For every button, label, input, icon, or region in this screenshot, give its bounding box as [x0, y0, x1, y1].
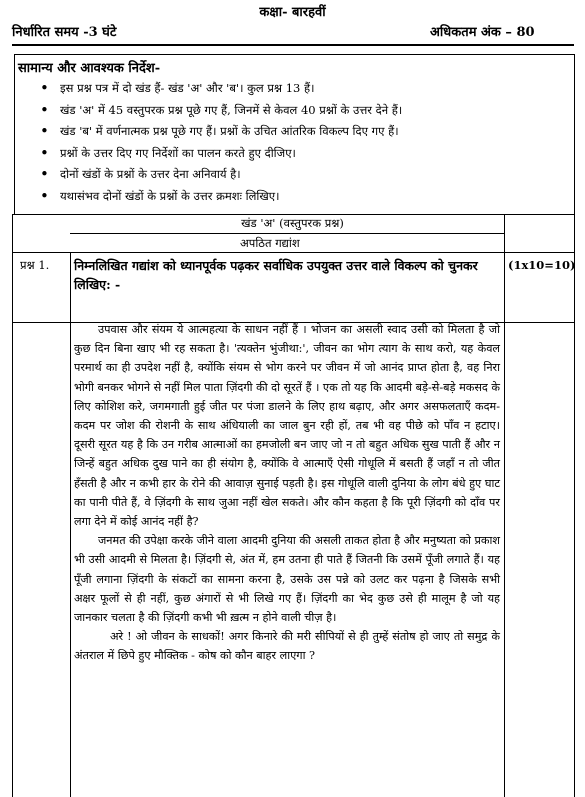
instruction-item: • यथासंभव दोनों खंडों के प्रश्नों के उत्तर क्रमशः लिखिए।	[40, 186, 402, 208]
instructions-heading: सामान्य और आवश्यक निर्देश-	[18, 61, 161, 76]
section-row-rule	[70, 233, 504, 234]
instructions-box-right	[574, 54, 575, 214]
passage-paragraph: अरे ! ओ जीवन के साधकों! अगर किनारे की मरी सीपियों से ही तुम्हें संतोष हो जाए तो समुद्र के अंतराल में छिपे हुए मौक्तिक - कोष को कौन बाहर लाएगा ?	[74, 630, 500, 663]
passage	[74, 320, 500, 666]
instructions-box-left	[14, 54, 15, 214]
instruction-item: • प्रश्नों के उत्तर दिए गए निर्देशों का पालन करते हुए दीजिए।	[40, 143, 402, 165]
passage-paragraph: जनमत की उपेक्षा करके जीने वाला आदमी दुनिया की असली ताकत होता है और मनुष्यता को प्रकाश भी उसी आदमी से मिलता है। ज़िंदगी से, अंत में, हम उतना ही पाते हैं जितनी कि उसमें पूँजी लगाते हैं। यह पूँजी लगाना ज़िंदगी के संकटों का सामना करना है, उसके उस पन्ने को उलट कर पढ़ना है जिसके सभी अक्षर फूलों से ही नहीं, कुछ अंगारों से भी लिखे गए हैं। ज़िंदगी का भेद कुछ उसे ही मालूम है जो यह जानकार चलता है की ज़िंदगी कभी भी ख़त्म न होने वाली चीज़ है।	[74, 534, 500, 625]
instruction-item: • खंड 'ब' में वर्णनात्मक प्रश्न पूछे गए हैं। प्रश्नों के उचित आंतरिक विकल्प दिए गए हैं।	[40, 121, 402, 143]
number-column-divider	[70, 252, 71, 797]
question-number: प्रश्न 1.	[20, 258, 50, 272]
instruction-item: • दोनों खंडों के प्रश्नों के उत्तर देना अनिवार्य है।	[40, 164, 402, 186]
instruction-item: • इस प्रश्न पत्र में दो खंड हैं- खंड 'अ' और 'ब'। कुल प्रश्न 13 हैं।	[40, 78, 402, 100]
max-marks-label: अधिकतम अंक – 80	[430, 25, 535, 40]
table-right-border	[574, 214, 575, 797]
marks-column-divider	[504, 214, 505, 797]
instruction-item: • खंड 'अ' में 45 वस्तुपरक प्रश्न पूछे गए हैं, जिनमें से केवल 40 प्रश्नों के उत्तर देने हैं।	[40, 100, 402, 122]
instructions-list	[40, 78, 402, 207]
question-marks: (1x10=10)	[508, 258, 576, 272]
time-allowed-label: निर्धारित समय -3 घंटे	[12, 25, 117, 40]
question-text: निम्नलिखित गद्यांश को ध्यानपूर्वक पढ़कर सर्वाधिक उपयुक्त उत्तर वाले विकल्प को चुनकर लिखिए: -	[74, 258, 478, 292]
subtitle-row-rule	[12, 252, 575, 253]
table-left-border	[12, 214, 13, 797]
header-rule	[12, 44, 574, 46]
section-a-title: खंड 'अ' (वस्तुपरक प्रश्न)	[241, 216, 344, 230]
instructions-box-top	[14, 54, 574, 55]
passage-paragraph: उपवास और संयम ये आत्महत्या के साधन नहीं हैं । भोजन का असली स्वाद उसी को मिलता है जो कुछ दिन बिना खाए भी रह सकता है। 'त्यक्तेन भुंजीथा:', जीवन का भोग त्याग के साथ करो, यह केवल परमार्थ का ही उपदेश नहीं है, क्योंकि संयम से भोग करने पर जीवन में जो आनंद प्राप्त होता है, वह निरा भोगी बनकर भोगने से नहीं मिल पाता ज़िंदगी की दो सूरतें हैं । एक तो यह कि आदमी बड़े-से-बड़े मकसद के लिए कोशिश करे, जगमगाती हुई जीत पर पंजा डालने के लिए हाथ बढ़ाए, और अगर असफलताएँ कदम-कदम पर जोश की रोशनी के साथ अंधियाली का जाल बुन रही हों, तब भी वह पीछे को पाँव न हटाए। दूसरी सूरत यह है कि उन गरीब आत्माओं का हमजोली बन जाए जो न तो बहुत अधिक सुख पाती हैं और न जिन्हें बहुत अधिक दुख पाने का ही संयोग है, क्योंकि वे आत्माएँ ऐसी गोधूलि में बसती हैं जहाँ न तो जीत हँसती है और न कभी हार के रोने की आवाज़ सुनाई पड़ती है। इस गोधूलि वाली दुनिया के लोग बंधे हुए घाट का पानी पीते हैं, वे ज़िंदगी के साथ जुआ नहीं खेल सकते। और कौन कहता है कि पूरी ज़िंदगी को दाँव पर लगा देने में कोई आनंद नहीं है?	[74, 323, 500, 529]
class-title: कक्षा- बारहवीं	[259, 5, 326, 20]
table-top-rule	[12, 214, 575, 215]
unseen-passage-title: अपठित गद्यांश	[240, 236, 300, 250]
